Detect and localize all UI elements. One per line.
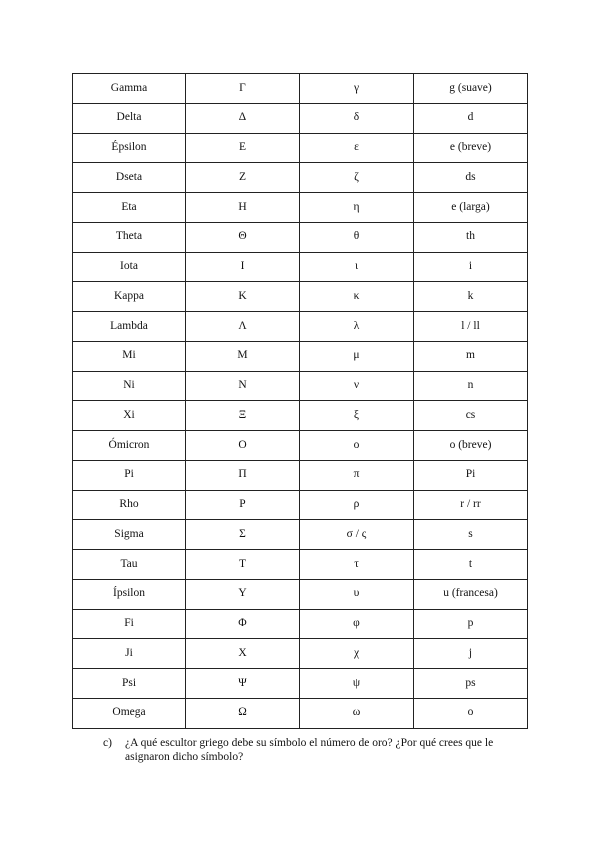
table-row <box>73 133 528 163</box>
lowercase-letter-cell: θ <box>300 222 414 252</box>
uppercase-letter-cell: Δ <box>186 103 300 133</box>
transliteration-cell: m <box>414 341 528 371</box>
transliteration-cell: ds <box>414 163 528 193</box>
transliteration-cell: s <box>414 520 528 550</box>
uppercase-letter-cell: Ρ <box>186 490 300 520</box>
table-row <box>73 74 528 104</box>
lowercase-letter-cell: σ / ς <box>300 520 414 550</box>
table-row <box>73 431 528 461</box>
transliteration-cell: l / ll <box>414 312 528 342</box>
lowercase-letter-cell: ι <box>300 252 414 282</box>
uppercase-letter-cell: Υ <box>186 579 300 609</box>
uppercase-letter-cell: Κ <box>186 282 300 312</box>
letter-name-cell: Mi <box>73 341 186 371</box>
table-row <box>73 312 528 342</box>
lowercase-letter-cell: γ <box>300 74 414 104</box>
transliteration-cell: u (francesa) <box>414 579 528 609</box>
greek-alphabet-table <box>72 73 528 729</box>
table-row <box>73 639 528 669</box>
transliteration-cell: e (breve) <box>414 133 528 163</box>
transliteration-cell: k <box>414 282 528 312</box>
letter-name-cell: Iota <box>73 252 186 282</box>
transliteration-cell: r / rr <box>414 490 528 520</box>
letter-name-cell: Rho <box>73 490 186 520</box>
letter-name-cell: Sigma <box>73 520 186 550</box>
transliteration-cell: i <box>414 252 528 282</box>
table-row <box>73 252 528 282</box>
lowercase-letter-cell: κ <box>300 282 414 312</box>
uppercase-letter-cell: Ε <box>186 133 300 163</box>
lowercase-letter-cell: χ <box>300 639 414 669</box>
table-row <box>73 103 528 133</box>
letter-name-cell: Psi <box>73 669 186 699</box>
letter-name-cell: Fi <box>73 609 186 639</box>
lowercase-letter-cell: ρ <box>300 490 414 520</box>
table-row <box>73 460 528 490</box>
lowercase-letter-cell: ξ <box>300 401 414 431</box>
letter-name-cell: Ji <box>73 639 186 669</box>
transliteration-cell: o <box>414 698 528 728</box>
letter-name-cell: Kappa <box>73 282 186 312</box>
table-row <box>73 550 528 580</box>
table-row <box>73 609 528 639</box>
transliteration-cell: t <box>414 550 528 580</box>
lowercase-letter-cell: ω <box>300 698 414 728</box>
table-row <box>73 163 528 193</box>
uppercase-letter-cell: Ι <box>186 252 300 282</box>
uppercase-letter-cell: Ν <box>186 371 300 401</box>
uppercase-letter-cell: Σ <box>186 520 300 550</box>
lowercase-letter-cell: δ <box>300 103 414 133</box>
transliteration-cell: Pi <box>414 460 528 490</box>
transliteration-cell: j <box>414 639 528 669</box>
transliteration-cell: th <box>414 222 528 252</box>
letter-name-cell: Omega <box>73 698 186 728</box>
letter-name-cell: Ni <box>73 371 186 401</box>
letter-name-cell: Gamma <box>73 74 186 104</box>
uppercase-letter-cell: Ψ <box>186 669 300 699</box>
lowercase-letter-cell: π <box>300 460 414 490</box>
uppercase-letter-cell: Μ <box>186 341 300 371</box>
lowercase-letter-cell: ψ <box>300 669 414 699</box>
transliteration-cell: ps <box>414 669 528 699</box>
letter-name-cell: Xi <box>73 401 186 431</box>
lowercase-letter-cell: τ <box>300 550 414 580</box>
letter-name-cell: Lambda <box>73 312 186 342</box>
transliteration-cell: g (suave) <box>414 74 528 104</box>
transliteration-cell: p <box>414 609 528 639</box>
uppercase-letter-cell: Ζ <box>186 163 300 193</box>
question-c <box>103 736 533 764</box>
uppercase-letter-cell: Γ <box>186 74 300 104</box>
lowercase-letter-cell: φ <box>300 609 414 639</box>
table-row <box>73 371 528 401</box>
greek-alphabet-table-body <box>73 74 528 729</box>
lowercase-letter-cell: ζ <box>300 163 414 193</box>
letter-name-cell: Pi <box>73 460 186 490</box>
letter-name-cell: Dseta <box>73 163 186 193</box>
uppercase-letter-cell: Η <box>186 193 300 223</box>
uppercase-letter-cell: Ω <box>186 698 300 728</box>
transliteration-cell: cs <box>414 401 528 431</box>
uppercase-letter-cell: Θ <box>186 222 300 252</box>
table-row <box>73 579 528 609</box>
uppercase-letter-cell: Ξ <box>186 401 300 431</box>
uppercase-letter-cell: Ο <box>186 431 300 461</box>
lowercase-letter-cell: η <box>300 193 414 223</box>
letter-name-cell: Ípsilon <box>73 579 186 609</box>
transliteration-cell: n <box>414 371 528 401</box>
table-row <box>73 698 528 728</box>
transliteration-cell: e (larga) <box>414 193 528 223</box>
uppercase-letter-cell: Φ <box>186 609 300 639</box>
lowercase-letter-cell: ν <box>300 371 414 401</box>
letter-name-cell: Delta <box>73 103 186 133</box>
letter-name-cell: Ómicron <box>73 431 186 461</box>
table-row <box>73 282 528 312</box>
uppercase-letter-cell: Λ <box>186 312 300 342</box>
lowercase-letter-cell: υ <box>300 579 414 609</box>
table-row <box>73 222 528 252</box>
letter-name-cell: Tau <box>73 550 186 580</box>
transliteration-cell: o (breve) <box>414 431 528 461</box>
lowercase-letter-cell: λ <box>300 312 414 342</box>
uppercase-letter-cell: Π <box>186 460 300 490</box>
letter-name-cell: Theta <box>73 222 186 252</box>
lowercase-letter-cell: ε <box>300 133 414 163</box>
table-row <box>73 341 528 371</box>
lowercase-letter-cell: μ <box>300 341 414 371</box>
table-row <box>73 669 528 699</box>
question-label: c) <box>103 737 112 749</box>
question-text: ¿A qué escultor griego debe su símbolo el número de oro? ¿Por qué crees que le asignaron dicho símbolo? <box>125 737 494 763</box>
letter-name-cell: Épsilon <box>73 133 186 163</box>
letter-name-cell: Eta <box>73 193 186 223</box>
lowercase-letter-cell: ο <box>300 431 414 461</box>
table-row <box>73 490 528 520</box>
table-row <box>73 401 528 431</box>
table-row <box>73 520 528 550</box>
uppercase-letter-cell: Χ <box>186 639 300 669</box>
transliteration-cell: d <box>414 103 528 133</box>
uppercase-letter-cell: Τ <box>186 550 300 580</box>
table-row <box>73 193 528 223</box>
